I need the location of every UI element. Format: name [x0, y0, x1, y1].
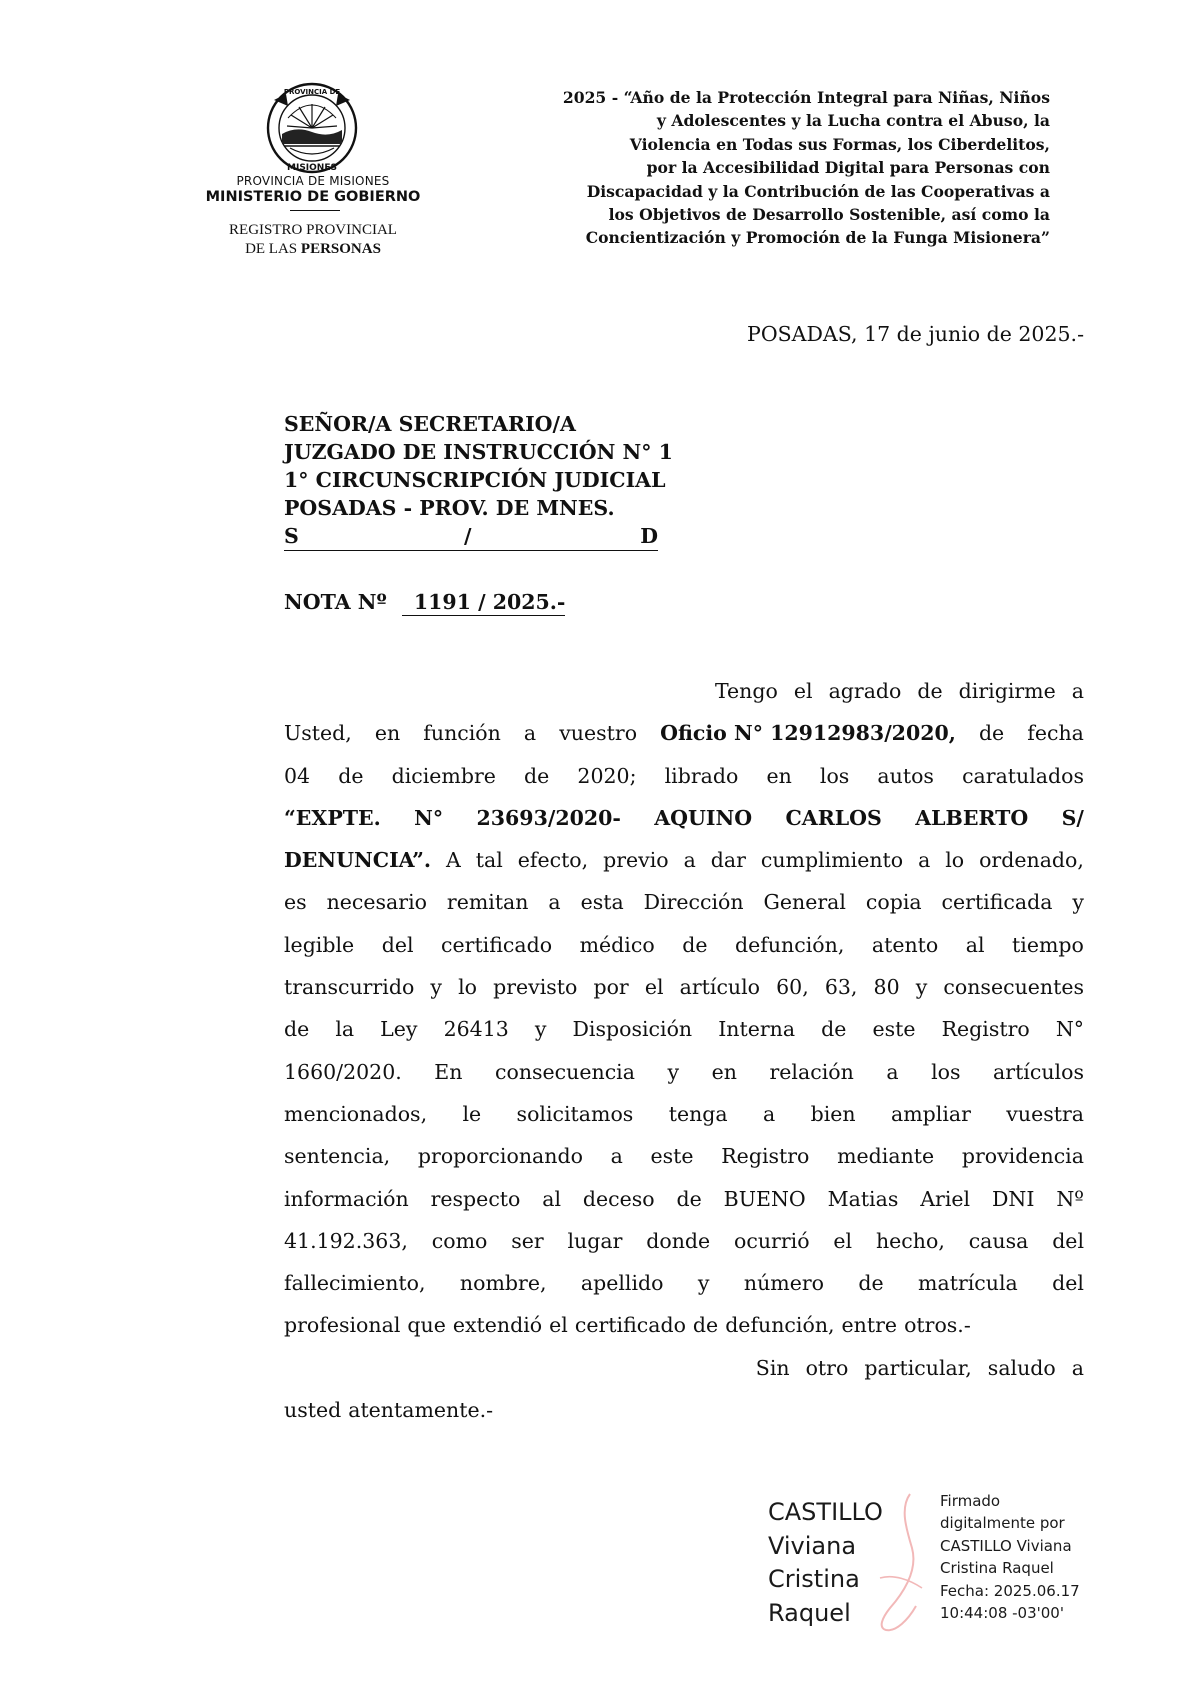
letter-body — [284, 670, 1084, 1431]
nota-reference — [284, 590, 565, 616]
body-word: de — [978, 721, 1005, 746]
body-word: profesional — [284, 1313, 401, 1338]
body-word: BUENO — [723, 1186, 806, 1211]
body-word: fallecimiento, — [284, 1271, 426, 1296]
body-word: artículos — [993, 1059, 1084, 1084]
body-word: al — [542, 1186, 562, 1211]
body-word: y — [915, 975, 928, 1000]
ministry-name: MINISTERIO DE GOBIERNO — [205, 189, 421, 205]
body-line — [284, 1347, 1084, 1389]
body-word: bien — [810, 1101, 856, 1126]
body-word: tiempo — [1012, 932, 1084, 957]
body-word: otros.- — [904, 1313, 971, 1338]
year-motto-line: Discapacidad y la Contribución de las Cooperativas a — [586, 181, 1050, 201]
body-word: causa — [968, 1228, 1029, 1253]
body-word: los — [819, 763, 850, 788]
body-word: y — [1072, 890, 1084, 915]
registry-name-line2 — [180, 241, 446, 258]
body-word: a — [918, 848, 931, 873]
registry-name-line2-prefix: DE LAS — [245, 241, 298, 257]
body-word: cumplimiento — [760, 848, 904, 873]
sd-slash: / — [464, 524, 472, 548]
body-word: ser — [511, 1228, 544, 1253]
body-word: vuestra — [1006, 1101, 1084, 1126]
signature-meta-line: 10:44:08 -03'00' — [940, 1604, 1064, 1623]
body-word: a — [886, 1059, 899, 1084]
body-word: vuestro — [559, 721, 638, 746]
addressee-line: 1° CIRCUNSCRIPCIÓN JUDICIAL — [284, 468, 666, 492]
body-line — [284, 1178, 1084, 1220]
body-word: remitan — [446, 890, 529, 915]
body-word: tenga — [668, 1101, 728, 1126]
body-word: 63, — [824, 975, 858, 1000]
body-word: certificado — [574, 1313, 686, 1338]
body-word: Oficio N° 12912983/2020, — [660, 721, 956, 746]
body-word: número — [743, 1271, 824, 1296]
body-word: médico — [579, 932, 655, 957]
body-word: “EXPTE. — [284, 805, 381, 830]
body-word: tal — [475, 848, 503, 873]
body-word: autos — [877, 763, 934, 788]
body-word: proporcionando — [417, 1144, 583, 1169]
body-word: a — [610, 1144, 623, 1169]
body-word: atentamente.- — [348, 1398, 494, 1423]
body-word: caratulados — [962, 763, 1084, 788]
body-word: como — [431, 1228, 488, 1253]
body-line — [284, 670, 1084, 712]
body-word: del — [381, 932, 414, 957]
body-word: deceso — [582, 1186, 655, 1211]
body-word: donde — [646, 1228, 711, 1253]
body-word: que — [407, 1313, 446, 1338]
year-motto-line: y Adolescentes y la Lucha contra el Abuso, la — [656, 111, 1050, 131]
body-word: previsto — [493, 975, 578, 1000]
body-word: necesario — [326, 890, 427, 915]
body-word: la — [335, 1017, 355, 1042]
body-word: DNI — [991, 1186, 1035, 1211]
sd-d: D — [640, 524, 658, 548]
body-word: 26413 — [443, 1017, 509, 1042]
body-word: en — [766, 763, 792, 788]
body-word: usted — [284, 1398, 342, 1423]
body-word: Ley — [380, 1017, 418, 1042]
body-word: Matias — [827, 1186, 899, 1211]
body-word: otro — [805, 1355, 849, 1380]
body-word: lugar — [567, 1228, 623, 1253]
body-word: información — [284, 1186, 409, 1211]
seal-ring-top-text: PROVINCIA DE — [283, 88, 341, 96]
body-word: AQUINO — [654, 805, 753, 830]
body-word: ocurrió — [734, 1228, 810, 1253]
body-word: de — [338, 763, 364, 788]
signature-meta-line: Fecha: 2025.06.17 — [940, 1581, 1080, 1600]
body-word: de — [917, 679, 943, 703]
body-word: en — [374, 721, 401, 746]
province-seal-icon — [266, 82, 358, 174]
body-word: Ariel — [920, 1186, 971, 1211]
body-line — [284, 755, 1084, 797]
nota-number: 1191 / 2025.- — [402, 590, 566, 616]
signature-meta-line: Cristina Raquel — [940, 1559, 1054, 1578]
body-word: Registro — [941, 1017, 1030, 1042]
body-word: en — [711, 1059, 737, 1084]
body-word: agrado — [828, 679, 902, 703]
body-word: el — [644, 975, 664, 1000]
letterhead-divider — [290, 210, 340, 211]
body-word: a — [683, 848, 696, 873]
body-word: es — [284, 890, 307, 915]
body-line — [284, 1093, 1084, 1135]
body-word: certificado — [441, 932, 553, 957]
body-word: 80 — [873, 975, 900, 1000]
body-word: los — [931, 1059, 961, 1084]
body-word: defunción, — [725, 1313, 835, 1338]
body-word: del — [1052, 1228, 1084, 1253]
body-word: efecto, — [517, 848, 589, 873]
body-word: ordenado, — [979, 848, 1084, 873]
body-word: diciembre — [391, 763, 496, 788]
sd-line — [284, 522, 658, 551]
body-line — [284, 1008, 1084, 1050]
body-word: En — [434, 1059, 463, 1084]
body-word: providencia — [961, 1144, 1084, 1169]
body-word: relación — [769, 1059, 854, 1084]
body-word: N° — [1055, 1017, 1084, 1042]
body-line — [284, 1262, 1084, 1304]
year-motto-line: Violencia en Todas sus Formas, los Ciberdelitos, — [629, 134, 1050, 154]
body-word: defunción, — [734, 932, 845, 957]
digital-signature-mark-icon — [860, 1488, 940, 1638]
body-word: 2020; — [577, 763, 637, 788]
body-word: este — [650, 1144, 694, 1169]
body-word: A — [446, 848, 461, 873]
signer-name-line: CASTILLO — [768, 1498, 883, 1526]
signature-meta-line: digitalmente por — [940, 1514, 1065, 1533]
signer-name-line: Cristina — [768, 1565, 860, 1593]
body-word: Sin — [755, 1355, 790, 1380]
body-line — [284, 839, 1084, 881]
body-word: librado — [664, 763, 739, 788]
body-word: y — [430, 975, 442, 1000]
digital-signature-details — [940, 1490, 1080, 1624]
body-word: dar — [710, 848, 746, 873]
body-word: Usted, — [284, 721, 352, 746]
body-word: sentencia, — [284, 1144, 391, 1169]
body-line — [284, 1304, 1084, 1346]
body-word: de — [676, 1186, 702, 1211]
body-word: y — [667, 1059, 680, 1084]
body-word: matrícula — [918, 1271, 1018, 1296]
body-word: este — [872, 1017, 916, 1042]
body-line — [284, 1389, 1084, 1431]
body-word: esta — [580, 890, 624, 915]
body-word: Interna — [718, 1017, 796, 1042]
body-word: 41.192.363, — [284, 1228, 408, 1253]
signature-meta-line: Firmado — [940, 1492, 1001, 1510]
body-word: respecto — [430, 1186, 521, 1211]
body-word: de — [682, 932, 708, 957]
body-word: N° — [414, 805, 444, 830]
registry-name-line2-bold: PERSONAS — [300, 241, 381, 257]
addressee-line: POSADAS - PROV. DE MNES. — [284, 496, 615, 520]
body-word: Dirección — [643, 890, 744, 915]
year-motto-line: Concientización y Promoción de la Funga Misionera” — [585, 228, 1050, 248]
body-line — [284, 966, 1084, 1008]
body-word: certificada — [941, 890, 1053, 915]
body-word: y — [534, 1017, 547, 1042]
year-motto-line: 2025 - “Año de la Protección Integral para Niñas, Niños — [562, 88, 1050, 107]
body-word: de — [858, 1271, 884, 1296]
body-word: Nº — [1056, 1186, 1084, 1211]
body-word: mediante — [837, 1144, 935, 1169]
body-word: lo — [945, 848, 965, 873]
body-word: solicitamos — [516, 1101, 634, 1126]
body-word: el — [793, 679, 813, 703]
body-word: lo — [458, 975, 477, 1000]
body-word: Disposición — [572, 1017, 693, 1042]
body-word: 04 — [284, 763, 311, 788]
body-word: consecuencia — [495, 1059, 635, 1084]
body-word: General — [763, 890, 846, 915]
body-word: previo — [603, 848, 669, 873]
addressee-block — [284, 410, 673, 551]
body-word: Tengo — [714, 679, 778, 703]
registry-name-line1: REGISTRO PROVINCIAL — [229, 222, 397, 238]
body-line — [284, 1051, 1084, 1093]
year-motto — [470, 86, 1050, 250]
body-word: dirigirme — [958, 679, 1056, 703]
body-line — [284, 797, 1084, 839]
body-word: particular, — [864, 1355, 972, 1380]
body-word: al — [965, 932, 985, 957]
body-word: copia — [865, 890, 922, 915]
body-word: 1660/2020. — [284, 1059, 402, 1084]
body-word: nombre, — [459, 1271, 547, 1296]
body-word: saludo — [987, 1355, 1056, 1380]
sd-s: S — [284, 524, 299, 548]
body-word: DENUNCIA”. — [284, 848, 432, 873]
body-word: CARLOS — [785, 805, 882, 830]
body-word: apellido — [580, 1271, 664, 1296]
body-word: a — [1071, 1355, 1084, 1380]
body-word: del — [1052, 1271, 1084, 1296]
body-word: a — [763, 1101, 776, 1126]
province-name: PROVINCIA DE MISIONES — [236, 174, 390, 188]
body-word: hecho, — [875, 1228, 945, 1253]
addressee-line: SEÑOR/A SECRETARIO/A — [284, 412, 576, 436]
body-line — [284, 712, 1084, 754]
body-word: artículo — [679, 975, 761, 1000]
body-line — [284, 1220, 1084, 1262]
body-word: y — [697, 1271, 710, 1296]
body-word: a — [523, 721, 537, 746]
signature-meta-line: CASTILLO Viviana — [940, 1536, 1072, 1555]
body-word: de — [821, 1017, 847, 1042]
body-line — [284, 1135, 1084, 1177]
body-word: ALBERTO — [915, 805, 1029, 830]
body-word: 23693/2020- — [476, 805, 621, 830]
body-word: a — [1071, 679, 1084, 703]
year-motto-line: por la Accesibilidad Digital para Personas con — [646, 158, 1050, 178]
body-word: legible — [284, 932, 355, 957]
body-word: 60, — [776, 975, 809, 1000]
body-word: Registro — [721, 1144, 810, 1169]
signer-name-line: Viviana — [768, 1531, 857, 1560]
body-line — [284, 881, 1084, 923]
nota-label: NOTA Nº — [284, 590, 387, 614]
body-word: a — [548, 890, 561, 915]
body-word: de — [524, 763, 550, 788]
addressee-line: JUZGADO DE INSTRUCCIÓN N° 1 — [284, 440, 673, 464]
body-line — [284, 924, 1084, 966]
body-word: le — [462, 1101, 482, 1126]
year-motto-line: los Objetivos de Desarrollo Sostenible, así como la — [608, 205, 1050, 225]
body-word: entre — [841, 1313, 898, 1338]
body-word: de — [284, 1017, 310, 1042]
body-word: ampliar — [891, 1101, 971, 1126]
body-word: de — [692, 1313, 719, 1338]
body-word: transcurrido — [284, 975, 415, 1000]
body-word: mencionados, — [284, 1101, 428, 1126]
body-word: por — [593, 975, 629, 1000]
body-word: S/ — [1061, 805, 1084, 830]
body-word: fecha — [1027, 721, 1084, 746]
body-word: consecuentes — [943, 975, 1084, 1000]
body-word: el — [549, 1313, 568, 1338]
signer-name-line: Raquel — [768, 1598, 851, 1627]
date-line: POSADAS, 17 de junio de 2025.- — [747, 322, 1084, 346]
body-word: extendió — [452, 1313, 543, 1338]
seal-ring-bottom-text: MISIONES — [287, 163, 337, 173]
body-word: atento — [871, 932, 939, 957]
body-word: el — [833, 1228, 853, 1253]
body-word: función — [423, 721, 501, 746]
